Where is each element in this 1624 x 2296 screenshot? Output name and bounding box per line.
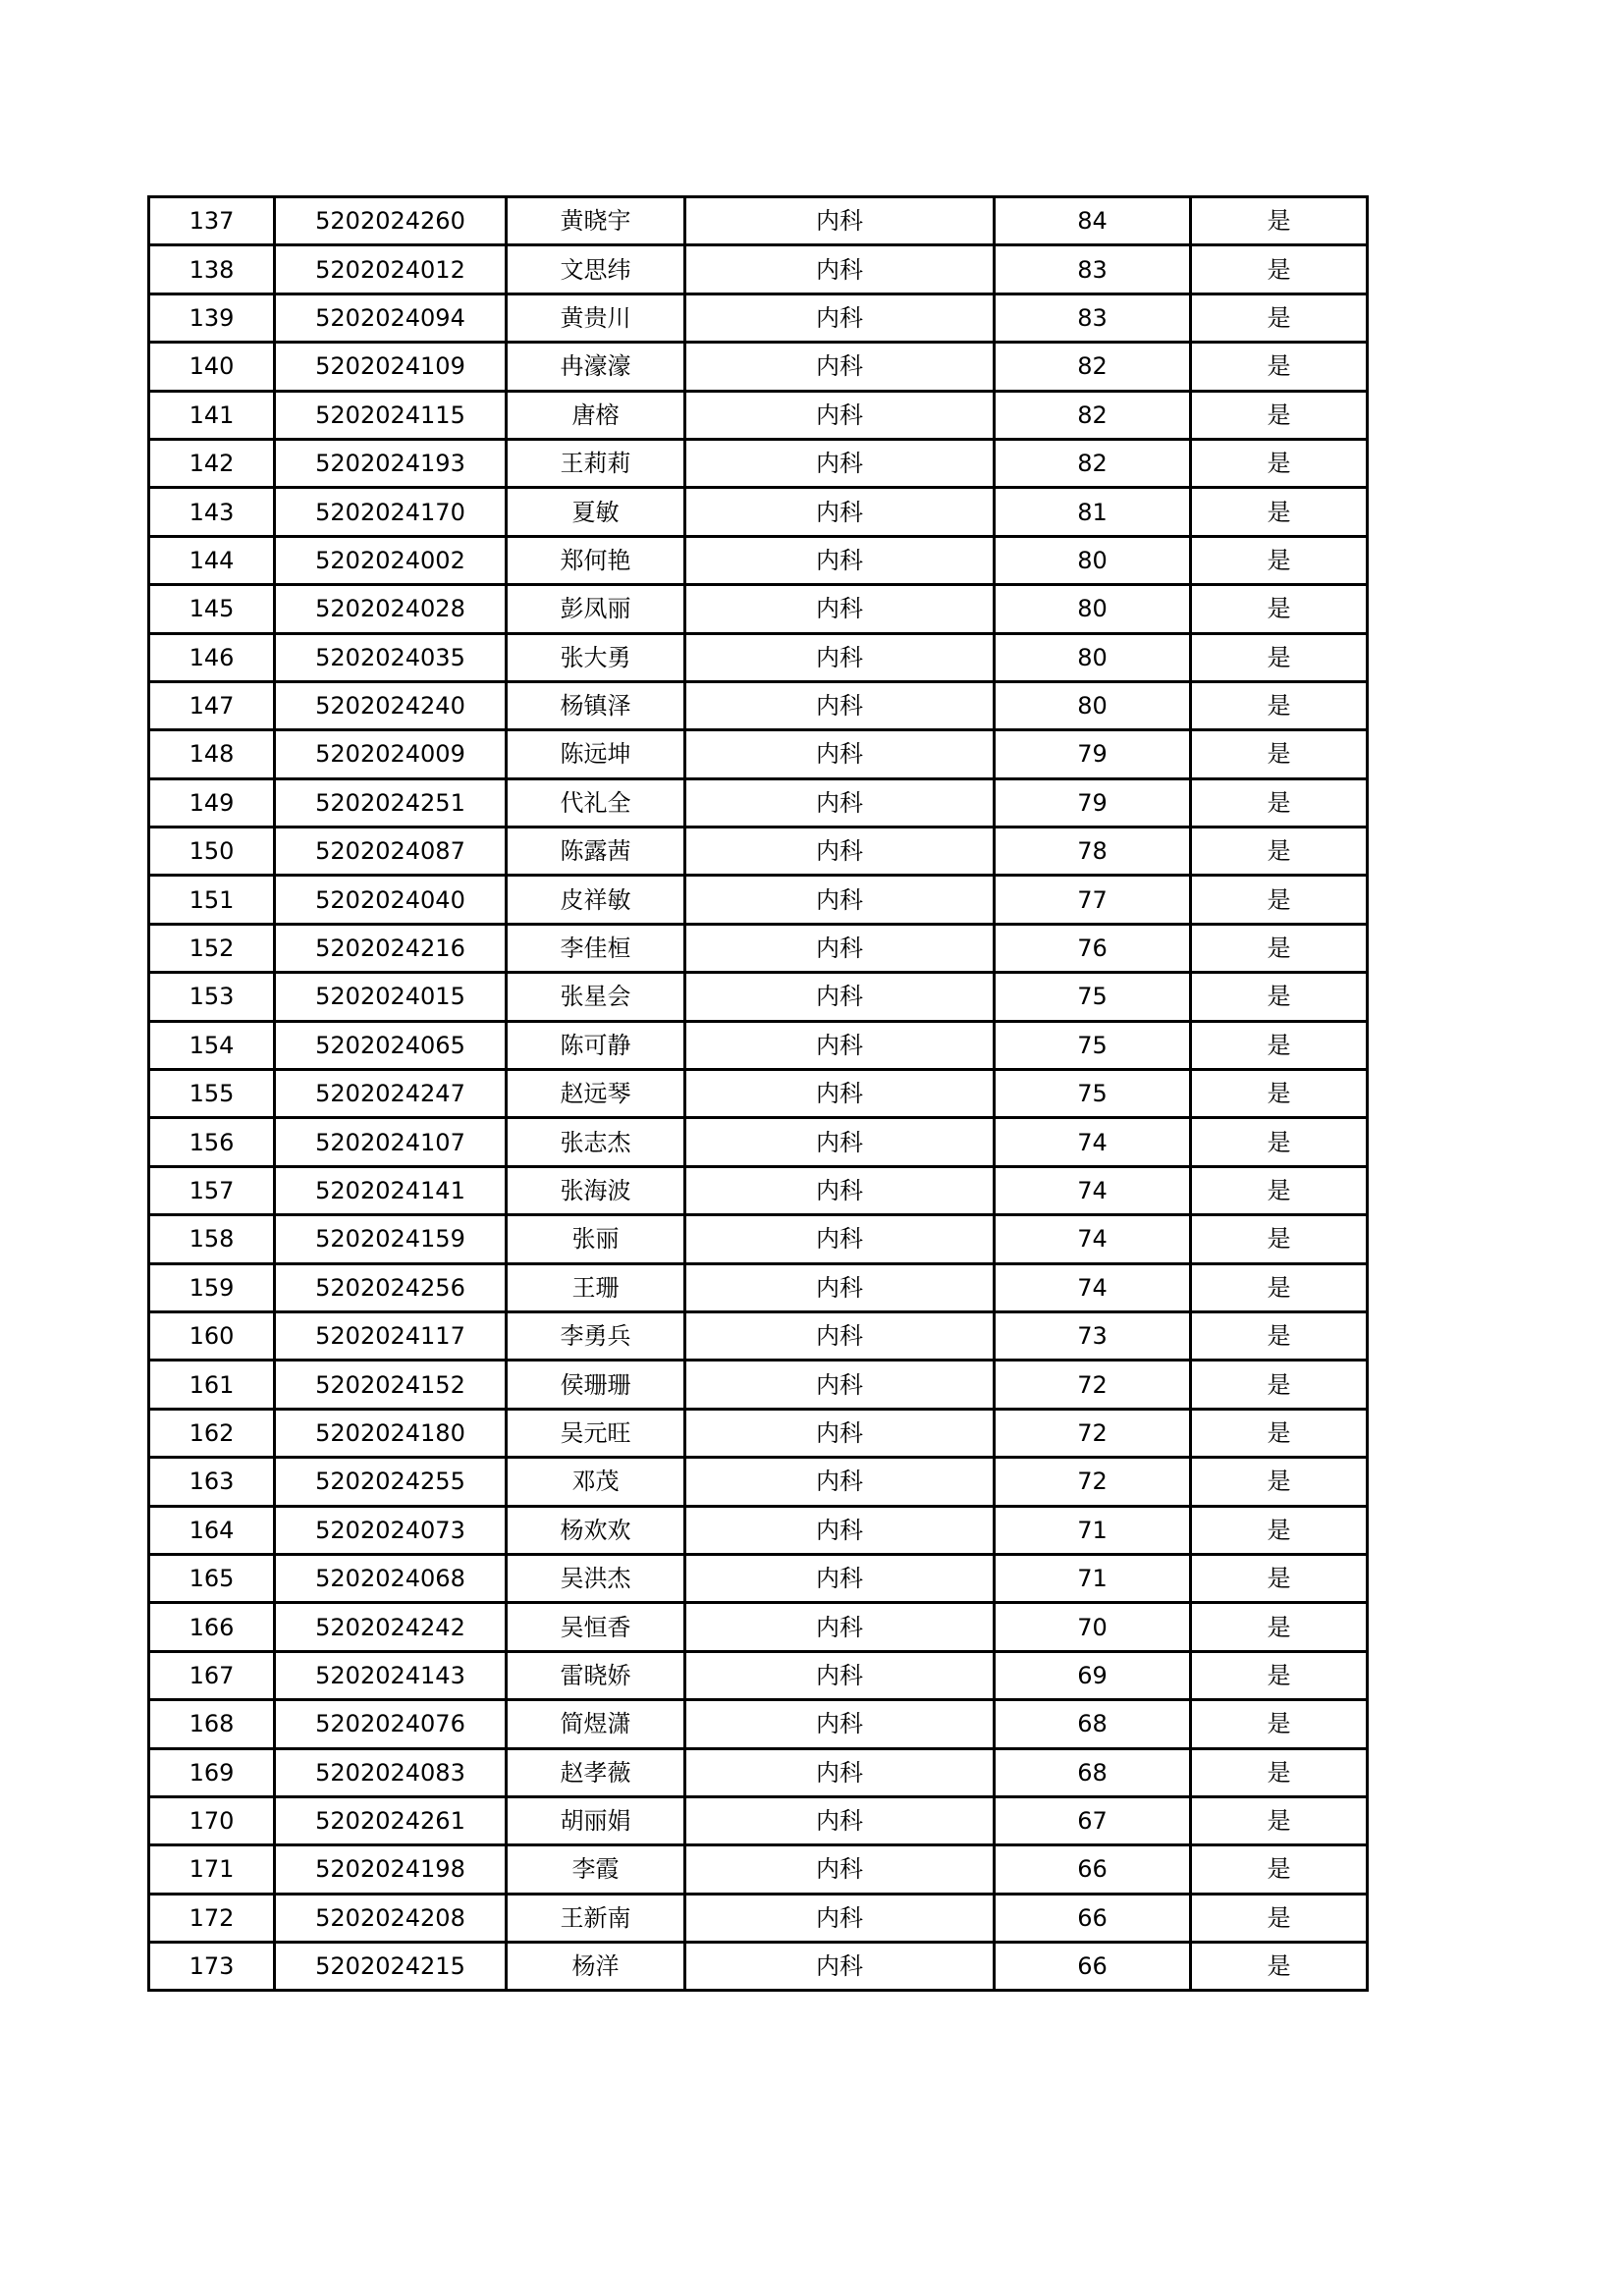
table-row <box>149 1311 1368 1360</box>
qualified-cell: 是 <box>1191 1263 1368 1311</box>
results-table <box>147 195 1369 1992</box>
department-cell: 内科 <box>685 391 995 439</box>
department-cell: 内科 <box>685 1166 995 1214</box>
row-number-cell: 163 <box>149 1458 275 1506</box>
table-row <box>149 973 1368 1021</box>
score-cell: 66 <box>995 1845 1191 1894</box>
row-number-cell: 147 <box>149 681 275 729</box>
table-row <box>149 1166 1368 1214</box>
score-cell: 74 <box>995 1263 1191 1311</box>
row-number-cell: 164 <box>149 1506 275 1554</box>
department-cell: 内科 <box>685 1748 995 1796</box>
table-row <box>149 488 1368 536</box>
department-cell: 内科 <box>685 1943 995 1991</box>
candidate-name-cell: 黄贵川 <box>507 294 685 342</box>
row-number-cell: 144 <box>149 536 275 584</box>
row-number-cell: 158 <box>149 1215 275 1263</box>
exam-id-cell: 5202024065 <box>275 1021 507 1069</box>
row-number-cell: 159 <box>149 1263 275 1311</box>
row-number-cell: 172 <box>149 1894 275 1942</box>
table-row <box>149 1021 1368 1069</box>
qualified-cell: 是 <box>1191 488 1368 536</box>
exam-id-cell: 5202024002 <box>275 536 507 584</box>
candidate-name-cell: 张星会 <box>507 973 685 1021</box>
candidate-name-cell: 吴元旺 <box>507 1409 685 1457</box>
exam-id-cell: 5202024015 <box>275 973 507 1021</box>
row-number-cell: 140 <box>149 343 275 391</box>
candidate-name-cell: 彭凤丽 <box>507 585 685 633</box>
table-row <box>149 1361 1368 1409</box>
table-row <box>149 1748 1368 1796</box>
row-number-cell: 173 <box>149 1943 275 1991</box>
qualified-cell: 是 <box>1191 1458 1368 1506</box>
score-cell: 80 <box>995 633 1191 681</box>
score-cell: 82 <box>995 391 1191 439</box>
table-row <box>149 1554 1368 1602</box>
department-cell: 内科 <box>685 1700 995 1748</box>
qualified-cell: 是 <box>1191 1021 1368 1069</box>
score-cell: 80 <box>995 536 1191 584</box>
qualified-cell: 是 <box>1191 924 1368 972</box>
candidate-name-cell: 李霞 <box>507 1845 685 1894</box>
row-number-cell: 156 <box>149 1118 275 1166</box>
table-row <box>149 681 1368 729</box>
exam-id-cell: 5202024012 <box>275 245 507 294</box>
department-cell: 内科 <box>685 1118 995 1166</box>
row-number-cell: 150 <box>149 828 275 876</box>
row-number-cell: 171 <box>149 1845 275 1894</box>
row-number-cell: 157 <box>149 1166 275 1214</box>
exam-id-cell: 5202024143 <box>275 1651 507 1699</box>
department-cell: 内科 <box>685 1554 995 1602</box>
qualified-cell: 是 <box>1191 1651 1368 1699</box>
department-cell: 内科 <box>685 973 995 1021</box>
row-number-cell: 137 <box>149 197 275 245</box>
score-cell: 82 <box>995 439 1191 487</box>
score-cell: 72 <box>995 1409 1191 1457</box>
row-number-cell: 169 <box>149 1748 275 1796</box>
score-cell: 79 <box>995 730 1191 778</box>
exam-id-cell: 5202024180 <box>275 1409 507 1457</box>
row-number-cell: 148 <box>149 730 275 778</box>
exam-id-cell: 5202024260 <box>275 197 507 245</box>
exam-id-cell: 5202024117 <box>275 1311 507 1360</box>
qualified-cell: 是 <box>1191 1311 1368 1360</box>
table-row <box>149 1263 1368 1311</box>
row-number-cell: 139 <box>149 294 275 342</box>
qualified-cell: 是 <box>1191 1845 1368 1894</box>
qualified-cell: 是 <box>1191 1070 1368 1118</box>
candidate-name-cell: 张海波 <box>507 1166 685 1214</box>
score-cell: 74 <box>995 1215 1191 1263</box>
score-cell: 83 <box>995 245 1191 294</box>
table-row <box>149 828 1368 876</box>
candidate-name-cell: 李勇兵 <box>507 1311 685 1360</box>
score-cell: 70 <box>995 1603 1191 1651</box>
row-number-cell: 160 <box>149 1311 275 1360</box>
department-cell: 内科 <box>685 876 995 924</box>
exam-id-cell: 5202024255 <box>275 1458 507 1506</box>
row-number-cell: 161 <box>149 1361 275 1409</box>
row-number-cell: 162 <box>149 1409 275 1457</box>
exam-id-cell: 5202024170 <box>275 488 507 536</box>
table-row <box>149 1603 1368 1651</box>
score-cell: 67 <box>995 1796 1191 1844</box>
table-row <box>149 197 1368 245</box>
score-cell: 80 <box>995 681 1191 729</box>
department-cell: 内科 <box>685 1651 995 1699</box>
exam-id-cell: 5202024141 <box>275 1166 507 1214</box>
candidate-name-cell: 王莉莉 <box>507 439 685 487</box>
score-cell: 71 <box>995 1554 1191 1602</box>
table-row <box>149 585 1368 633</box>
department-cell: 内科 <box>685 488 995 536</box>
qualified-cell: 是 <box>1191 1748 1368 1796</box>
table-row <box>149 730 1368 778</box>
department-cell: 内科 <box>685 536 995 584</box>
department-cell: 内科 <box>685 1215 995 1263</box>
candidate-name-cell: 邓茂 <box>507 1458 685 1506</box>
row-number-cell: 154 <box>149 1021 275 1069</box>
department-cell: 内科 <box>685 585 995 633</box>
department-cell: 内科 <box>685 1361 995 1409</box>
score-cell: 66 <box>995 1894 1191 1942</box>
qualified-cell: 是 <box>1191 1700 1368 1748</box>
score-cell: 74 <box>995 1166 1191 1214</box>
row-number-cell: 168 <box>149 1700 275 1748</box>
candidate-name-cell: 雷晓娇 <box>507 1651 685 1699</box>
qualified-cell: 是 <box>1191 778 1368 827</box>
row-number-cell: 141 <box>149 391 275 439</box>
exam-id-cell: 5202024215 <box>275 1943 507 1991</box>
department-cell: 内科 <box>685 343 995 391</box>
exam-id-cell: 5202024242 <box>275 1603 507 1651</box>
qualified-cell: 是 <box>1191 343 1368 391</box>
qualified-cell: 是 <box>1191 197 1368 245</box>
candidate-name-cell: 夏敏 <box>507 488 685 536</box>
candidate-name-cell: 皮祥敏 <box>507 876 685 924</box>
exam-id-cell: 5202024040 <box>275 876 507 924</box>
qualified-cell: 是 <box>1191 1118 1368 1166</box>
department-cell: 内科 <box>685 633 995 681</box>
table-row <box>149 1506 1368 1554</box>
exam-id-cell: 5202024251 <box>275 778 507 827</box>
score-cell: 66 <box>995 1943 1191 1991</box>
exam-id-cell: 5202024083 <box>275 1748 507 1796</box>
score-cell: 72 <box>995 1361 1191 1409</box>
table-row <box>149 1215 1368 1263</box>
row-number-cell: 170 <box>149 1796 275 1844</box>
table-row <box>149 1943 1368 1991</box>
qualified-cell: 是 <box>1191 828 1368 876</box>
score-cell: 75 <box>995 1070 1191 1118</box>
score-cell: 80 <box>995 585 1191 633</box>
department-cell: 内科 <box>685 1506 995 1554</box>
candidate-name-cell: 杨镇泽 <box>507 681 685 729</box>
department-cell: 内科 <box>685 1796 995 1844</box>
score-cell: 68 <box>995 1700 1191 1748</box>
qualified-cell: 是 <box>1191 1215 1368 1263</box>
row-number-cell: 151 <box>149 876 275 924</box>
table-row <box>149 1845 1368 1894</box>
score-cell: 79 <box>995 778 1191 827</box>
score-cell: 82 <box>995 343 1191 391</box>
qualified-cell: 是 <box>1191 1166 1368 1214</box>
department-cell: 内科 <box>685 1458 995 1506</box>
score-cell: 83 <box>995 294 1191 342</box>
exam-id-cell: 5202024109 <box>275 343 507 391</box>
exam-id-cell: 5202024035 <box>275 633 507 681</box>
qualified-cell: 是 <box>1191 294 1368 342</box>
table-row <box>149 294 1368 342</box>
candidate-name-cell: 吴恒香 <box>507 1603 685 1651</box>
score-cell: 73 <box>995 1311 1191 1360</box>
row-number-cell: 155 <box>149 1070 275 1118</box>
department-cell: 内科 <box>685 730 995 778</box>
qualified-cell: 是 <box>1191 1554 1368 1602</box>
row-number-cell: 138 <box>149 245 275 294</box>
table-row <box>149 343 1368 391</box>
exam-id-cell: 5202024152 <box>275 1361 507 1409</box>
score-cell: 84 <box>995 197 1191 245</box>
qualified-cell: 是 <box>1191 439 1368 487</box>
table-row <box>149 1651 1368 1699</box>
table-row <box>149 1796 1368 1844</box>
candidate-name-cell: 赵孝薇 <box>507 1748 685 1796</box>
candidate-name-cell: 陈可静 <box>507 1021 685 1069</box>
table-row <box>149 1894 1368 1942</box>
candidate-name-cell: 李佳桓 <box>507 924 685 972</box>
table-row <box>149 876 1368 924</box>
row-number-cell: 167 <box>149 1651 275 1699</box>
row-number-cell: 165 <box>149 1554 275 1602</box>
qualified-cell: 是 <box>1191 585 1368 633</box>
exam-id-cell: 5202024240 <box>275 681 507 729</box>
exam-id-cell: 5202024028 <box>275 585 507 633</box>
score-cell: 78 <box>995 828 1191 876</box>
qualified-cell: 是 <box>1191 1361 1368 1409</box>
candidate-name-cell: 杨欢欢 <box>507 1506 685 1554</box>
row-number-cell: 143 <box>149 488 275 536</box>
table-row <box>149 1409 1368 1457</box>
score-cell: 77 <box>995 876 1191 924</box>
row-number-cell: 149 <box>149 778 275 827</box>
exam-id-cell: 5202024256 <box>275 1263 507 1311</box>
exam-id-cell: 5202024193 <box>275 439 507 487</box>
candidate-name-cell: 简煜潇 <box>507 1700 685 1748</box>
qualified-cell: 是 <box>1191 730 1368 778</box>
department-cell: 内科 <box>685 1263 995 1311</box>
score-cell: 81 <box>995 488 1191 536</box>
candidate-name-cell: 文思纬 <box>507 245 685 294</box>
qualified-cell: 是 <box>1191 973 1368 1021</box>
department-cell: 内科 <box>685 778 995 827</box>
candidate-name-cell: 陈露茜 <box>507 828 685 876</box>
department-cell: 内科 <box>685 439 995 487</box>
score-cell: 68 <box>995 1748 1191 1796</box>
row-number-cell: 166 <box>149 1603 275 1651</box>
score-cell: 72 <box>995 1458 1191 1506</box>
exam-id-cell: 5202024087 <box>275 828 507 876</box>
qualified-cell: 是 <box>1191 1796 1368 1844</box>
candidate-name-cell: 代礼全 <box>507 778 685 827</box>
score-cell: 71 <box>995 1506 1191 1554</box>
row-number-cell: 152 <box>149 924 275 972</box>
row-number-cell: 142 <box>149 439 275 487</box>
table-row <box>149 439 1368 487</box>
qualified-cell: 是 <box>1191 391 1368 439</box>
candidate-name-cell: 唐榕 <box>507 391 685 439</box>
department-cell: 内科 <box>685 1070 995 1118</box>
candidate-name-cell: 冉濠濠 <box>507 343 685 391</box>
exam-id-cell: 5202024094 <box>275 294 507 342</box>
exam-id-cell: 5202024216 <box>275 924 507 972</box>
score-cell: 75 <box>995 1021 1191 1069</box>
score-cell: 69 <box>995 1651 1191 1699</box>
qualified-cell: 是 <box>1191 1603 1368 1651</box>
qualified-cell: 是 <box>1191 681 1368 729</box>
table-row <box>149 391 1368 439</box>
qualified-cell: 是 <box>1191 876 1368 924</box>
candidate-name-cell: 王新南 <box>507 1894 685 1942</box>
department-cell: 内科 <box>685 1021 995 1069</box>
table-row <box>149 1458 1368 1506</box>
candidate-name-cell: 王珊 <box>507 1263 685 1311</box>
candidate-name-cell: 赵远琴 <box>507 1070 685 1118</box>
table-row <box>149 536 1368 584</box>
qualified-cell: 是 <box>1191 1506 1368 1554</box>
score-cell: 74 <box>995 1118 1191 1166</box>
exam-id-cell: 5202024076 <box>275 1700 507 1748</box>
exam-id-cell: 5202024159 <box>275 1215 507 1263</box>
department-cell: 内科 <box>685 1845 995 1894</box>
exam-id-cell: 5202024073 <box>275 1506 507 1554</box>
department-cell: 内科 <box>685 197 995 245</box>
table-row <box>149 778 1368 827</box>
department-cell: 内科 <box>685 245 995 294</box>
candidate-name-cell: 张丽 <box>507 1215 685 1263</box>
score-cell: 75 <box>995 973 1191 1021</box>
results-table-body <box>149 197 1368 1991</box>
candidate-name-cell: 张大勇 <box>507 633 685 681</box>
exam-id-cell: 5202024068 <box>275 1554 507 1602</box>
score-cell: 76 <box>995 924 1191 972</box>
department-cell: 内科 <box>685 1311 995 1360</box>
candidate-name-cell: 郑何艳 <box>507 536 685 584</box>
exam-id-cell: 5202024107 <box>275 1118 507 1166</box>
row-number-cell: 145 <box>149 585 275 633</box>
candidate-name-cell: 陈远坤 <box>507 730 685 778</box>
department-cell: 内科 <box>685 1409 995 1457</box>
department-cell: 内科 <box>685 828 995 876</box>
candidate-name-cell: 侯珊珊 <box>507 1361 685 1409</box>
qualified-cell: 是 <box>1191 633 1368 681</box>
table-row <box>149 633 1368 681</box>
qualified-cell: 是 <box>1191 1894 1368 1942</box>
qualified-cell: 是 <box>1191 1409 1368 1457</box>
qualified-cell: 是 <box>1191 536 1368 584</box>
qualified-cell: 是 <box>1191 1943 1368 1991</box>
exam-id-cell: 5202024261 <box>275 1796 507 1844</box>
candidate-name-cell: 胡丽娟 <box>507 1796 685 1844</box>
department-cell: 内科 <box>685 681 995 729</box>
table-row <box>149 1700 1368 1748</box>
candidate-name-cell: 黄晓宇 <box>507 197 685 245</box>
exam-id-cell: 5202024198 <box>275 1845 507 1894</box>
department-cell: 内科 <box>685 1894 995 1942</box>
exam-id-cell: 5202024009 <box>275 730 507 778</box>
row-number-cell: 146 <box>149 633 275 681</box>
candidate-name-cell: 张志杰 <box>507 1118 685 1166</box>
exam-id-cell: 5202024247 <box>275 1070 507 1118</box>
table-row <box>149 1118 1368 1166</box>
department-cell: 内科 <box>685 1603 995 1651</box>
table-row <box>149 1070 1368 1118</box>
candidate-name-cell: 吴洪杰 <box>507 1554 685 1602</box>
row-number-cell: 153 <box>149 973 275 1021</box>
department-cell: 内科 <box>685 924 995 972</box>
exam-id-cell: 5202024115 <box>275 391 507 439</box>
table-row <box>149 924 1368 972</box>
candidate-name-cell: 杨洋 <box>507 1943 685 1991</box>
qualified-cell: 是 <box>1191 245 1368 294</box>
exam-id-cell: 5202024208 <box>275 1894 507 1942</box>
table-row <box>149 245 1368 294</box>
department-cell: 内科 <box>685 294 995 342</box>
